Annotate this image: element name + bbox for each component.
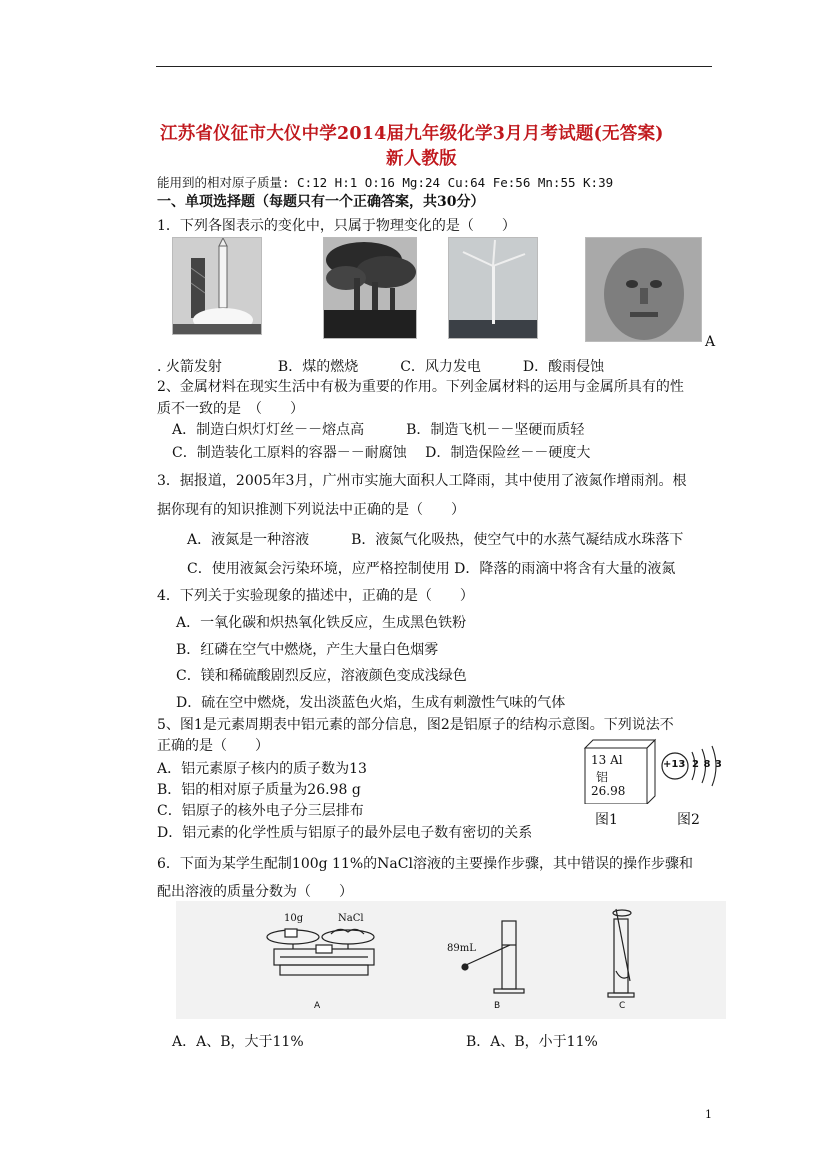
figure-label-b: B <box>494 1001 501 1011</box>
graduated-cylinder-b <box>462 921 524 993</box>
figure-label-a: A <box>314 1001 321 1011</box>
rocket-launch-photo <box>172 237 262 335</box>
q4-option-a: A．一氧化碳和炽热氧化铁反应，生成黑色铁粉 <box>176 615 467 631</box>
aluminum-atom-diagram <box>656 744 726 788</box>
volume-label: 89mL <box>447 943 476 954</box>
q5-option-d: D．铝元素的化学性质与铝原子的最外层电子数有密切的关系 <box>157 825 533 841</box>
coal-smoke-photo <box>323 237 417 339</box>
q6-figure <box>176 901 726 1019</box>
q3-options-cd: C．使用液氮会污染环境，应严格控制使用 D．降落的雨滴中将含有大量的液氮 <box>187 561 676 577</box>
electron-shells: 2 8 3 <box>692 759 722 770</box>
element-number-symbol: 13 Al <box>591 753 623 767</box>
q6-stem-2: 配出溶液的质量分数为（ ） <box>157 884 353 900</box>
page-subtitle: 新人教版 <box>386 149 457 169</box>
q3-stem-1: 3．据报道，2005年3月，广州市实施大面积人工降雨，其中使用了液氮作增雨剂。根 <box>157 473 687 489</box>
salt-label: NaCl <box>338 913 364 924</box>
q2-options-ab: A．制造白炽灯灯丝－－熔点高 B．制造飞机－－坚硬而质轻 <box>172 422 585 438</box>
q6-option-b: B．A、B，小于11% <box>466 1034 598 1050</box>
q5-stem-2: 正确的是（ ） <box>157 738 269 754</box>
section-heading: 一、单项选择题（每题只有一个正确答案，共30分） <box>157 194 485 210</box>
q1-stem: 1．下列各图表示的变化中，只属于物理变化的是（ ） <box>157 218 516 234</box>
page-title: 江苏省仪征市大仪中学2014届九年级化学3月月考试题(无答案) <box>160 124 664 144</box>
q2-stem-1: 2、金属材料在现实生活中有极为重要的作用。下列金属材料的运用与金属所具有的性 <box>157 379 684 395</box>
q4-option-b: B．红磷在空气中燃烧，产生大量白色烟雾 <box>176 642 439 658</box>
q6-option-a: A．A、B，大于11% <box>172 1034 304 1050</box>
aluminum-element-cell <box>581 738 657 804</box>
header-rule <box>156 66 712 67</box>
element-mass: 26.98 <box>591 784 626 798</box>
q6-stem-1: 6．下面为某学生配制100g 11%的NaCl溶液的主要操作步骤，其中错误的操作步骤和 <box>157 856 693 872</box>
fig1-caption: 图1 <box>595 812 618 828</box>
element-name: 铝 <box>596 770 609 784</box>
page-number: 1 <box>705 1108 712 1121</box>
figure-label-c: C <box>619 1001 626 1011</box>
q1-stray-a: A <box>705 334 716 350</box>
q2-stem-2: 质不一致的是 （ ） <box>157 401 304 417</box>
q4-stem: 4．下列关于实验现象的描述中，正确的是（ ） <box>157 588 474 604</box>
cylinder-with-rod-c <box>608 909 634 997</box>
q1-options: . 火箭发射 B．煤的燃烧 C．风力发电 D．酸雨侵蚀 <box>157 359 605 375</box>
q2-options-cd: C．制造装化工原料的容器－－耐腐蚀 D．制造保险丝－－硬度大 <box>172 445 591 461</box>
q3-stem-2: 据你现有的知识推测下列说法中正确的是（ ） <box>157 502 465 518</box>
q4-option-d: D．硫在空中燃烧，发出淡蓝色火焰，生成有刺激性气味的气体 <box>176 695 566 711</box>
fig2-caption: 图2 <box>677 812 700 828</box>
q6-figure-drawing <box>176 901 726 1019</box>
wind-turbine-photo <box>448 237 538 339</box>
q3-options-ab: A．液氮是一种溶液 B．液氮气化吸热，使空气中的水蒸气凝结成水珠落下 <box>187 532 684 548</box>
nucleus-charge: +13 <box>663 759 686 770</box>
q5-option-c: C．铝原子的核外电子分三层排布 <box>157 803 364 819</box>
balance-scale-drawing <box>267 929 374 975</box>
atomic-masses-line: 能用到的相对原子质量: C:12 H:1 O:16 Mg:24 Cu:64 Fe:56 Mn:55 K:39 <box>157 175 614 190</box>
eroded-statue-photo <box>585 237 702 342</box>
q5-stem-1: 5、图1是元素周期表中铝元素的部分信息，图2是铝原子的结构示意图。下列说法不 <box>157 717 674 733</box>
q5-option-b: B．铝的相对原子质量为26.98 g <box>157 782 361 798</box>
q4-option-c: C．镁和稀硫酸剧烈反应，溶液颜色变成浅绿色 <box>176 668 467 684</box>
weight-label: 10g <box>284 913 304 924</box>
q5-option-a: A．铝元素原子核内的质子数为13 <box>157 761 367 777</box>
